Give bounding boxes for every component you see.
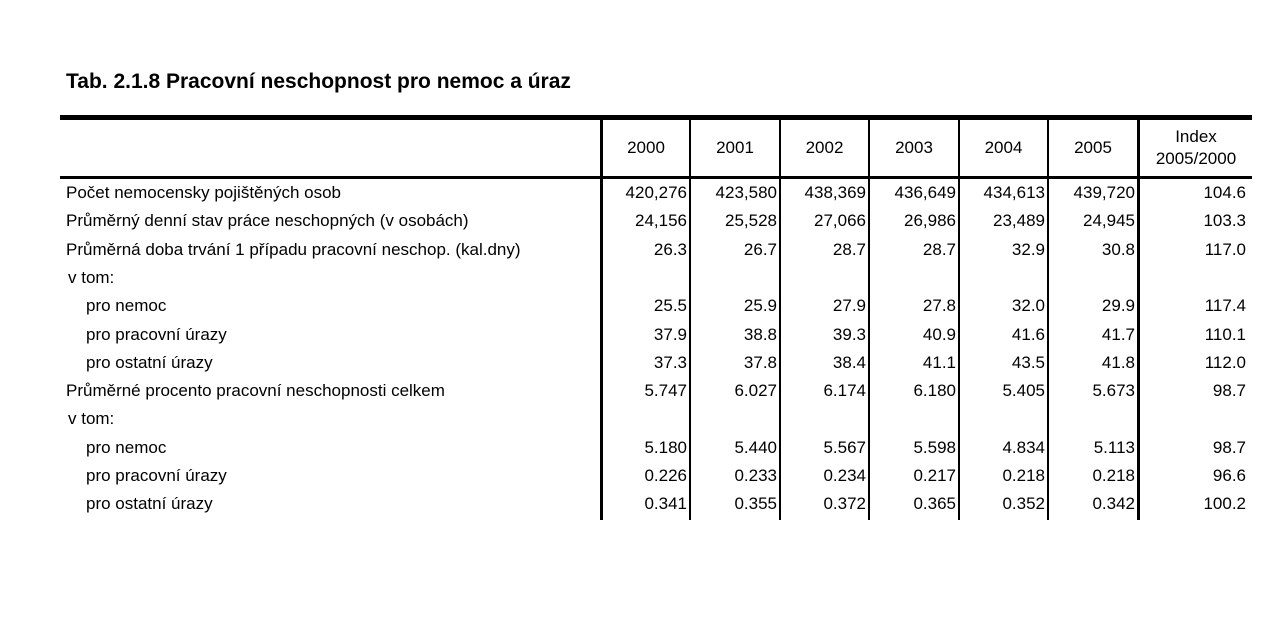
value-cell: 26.7 — [743, 240, 777, 259]
value-cell: 32.9 — [1011, 240, 1045, 259]
value-cell: 0.218 — [1092, 466, 1135, 485]
index-cell: 100.2 — [1203, 494, 1246, 513]
value-cell: 6.027 — [734, 381, 777, 400]
value-cell: 37.8 — [743, 353, 777, 372]
index-cell: 103.3 — [1203, 211, 1246, 230]
value-cell: 26.3 — [653, 240, 687, 259]
value-cell: 43.5 — [1011, 353, 1045, 372]
value-cell: 29.9 — [1101, 296, 1135, 315]
column-divider — [1137, 120, 1140, 520]
value-cell: 0.234 — [823, 466, 866, 485]
value-cell: 27.9 — [832, 296, 866, 315]
value-cell: 40.9 — [922, 325, 956, 344]
row-label: pro nemoc — [86, 438, 167, 457]
value-cell: 0.352 — [1002, 494, 1045, 513]
row-label: pro pracovní úrazy — [86, 325, 227, 344]
index-header-line: 2005/2000 — [1155, 149, 1237, 168]
value-cell: 41.1 — [922, 353, 956, 372]
value-cell: 5.180 — [644, 438, 687, 457]
index-cell: 110.1 — [1204, 325, 1246, 344]
year-header: 2004 — [984, 138, 1023, 157]
value-cell: 5.567 — [823, 438, 866, 457]
value-cell: 27.8 — [922, 296, 956, 315]
value-cell: 25.5 — [653, 296, 687, 315]
value-cell: 28.7 — [922, 240, 956, 259]
year-header: 2000 — [627, 138, 665, 157]
row-label: Průměrná doba trvání 1 případu pracovní neschop. (kal.dny) — [66, 240, 521, 259]
value-cell: 41.7 — [1101, 325, 1135, 344]
value-cell: 23,489 — [993, 211, 1045, 230]
value-cell: 41.8 — [1101, 353, 1135, 372]
year-header: 2003 — [895, 138, 933, 157]
value-cell: 434,613 — [983, 183, 1045, 202]
value-cell: 26,986 — [904, 211, 956, 230]
index-cell: 98.7 — [1212, 438, 1246, 457]
value-cell: 0.355 — [734, 494, 777, 513]
value-cell: 4.834 — [1002, 438, 1045, 457]
row-label: pro ostatní úrazy — [86, 494, 213, 513]
value-cell: 0.233 — [734, 466, 777, 485]
value-cell: 0.341 — [644, 494, 687, 513]
row-label: v tom: — [68, 409, 115, 428]
value-cell: 0.342 — [1092, 494, 1135, 513]
index-cell: 117.0 — [1204, 240, 1246, 259]
value-cell: 38.4 — [832, 353, 866, 372]
index-header — [1140, 120, 1252, 176]
value-cell: 438,369 — [804, 183, 866, 202]
value-cell: 0.226 — [644, 466, 687, 485]
value-cell: 6.180 — [913, 381, 956, 400]
value-cell: 5.673 — [1092, 381, 1135, 400]
value-cell: 5.747 — [644, 381, 687, 400]
year-header: 2005 — [1074, 138, 1112, 157]
row-label: pro nemoc — [86, 296, 167, 315]
value-cell: 37.9 — [653, 325, 687, 344]
table-title: Tab. 2.1.8 Pracovní neschopnost pro nemoc a úraz — [66, 70, 571, 93]
index-header-line: Index — [1175, 127, 1217, 146]
value-cell: 28.7 — [832, 240, 866, 259]
value-cell: 0.218 — [1002, 466, 1045, 485]
value-cell: 0.217 — [913, 466, 956, 485]
index-cell: 98.7 — [1212, 381, 1246, 400]
row-label: Průměrný denní stav práce neschopných (v osobách) — [66, 211, 469, 230]
value-cell: 6.174 — [823, 381, 866, 400]
value-cell: 5.598 — [913, 438, 956, 457]
row-label: Průměrné procento pracovní neschopnosti celkem — [66, 381, 445, 400]
row-label: v tom: — [68, 268, 115, 287]
index-cell: 112.0 — [1204, 353, 1246, 372]
value-cell: 5.113 — [1093, 438, 1135, 457]
row-label: pro ostatní úrazy — [86, 353, 213, 372]
value-cell: 0.372 — [823, 494, 866, 513]
value-cell: 38.8 — [743, 325, 777, 344]
value-cell: 32.0 — [1011, 296, 1045, 315]
value-cell: 436,649 — [894, 183, 956, 202]
value-cell: 25.9 — [743, 296, 777, 315]
value-cell: 423,580 — [715, 183, 777, 202]
value-cell: 25,528 — [725, 211, 777, 230]
value-cell: 0.365 — [913, 494, 956, 513]
value-cell: 27,066 — [814, 211, 866, 230]
value-cell: 24,156 — [635, 211, 687, 230]
value-cell: 24,945 — [1083, 211, 1135, 230]
value-cell: 37.3 — [653, 353, 687, 372]
value-cell: 5.440 — [734, 438, 777, 457]
value-cell: 5.405 — [1002, 381, 1045, 400]
year-header: 2001 — [716, 138, 754, 157]
row-label: pro pracovní úrazy — [86, 466, 227, 485]
value-cell: 30.8 — [1101, 240, 1135, 259]
value-cell: 39.3 — [832, 325, 866, 344]
value-cell: 420,276 — [625, 183, 687, 202]
index-cell: 117.4 — [1204, 296, 1246, 315]
index-cell: 96.6 — [1212, 466, 1246, 485]
value-cell: 41.6 — [1011, 325, 1045, 344]
row-label: Počet nemocensky pojištěných osob — [66, 183, 341, 202]
index-cell: 104.6 — [1203, 183, 1246, 202]
value-cell: 439,720 — [1073, 183, 1135, 202]
year-header: 2002 — [805, 138, 844, 157]
